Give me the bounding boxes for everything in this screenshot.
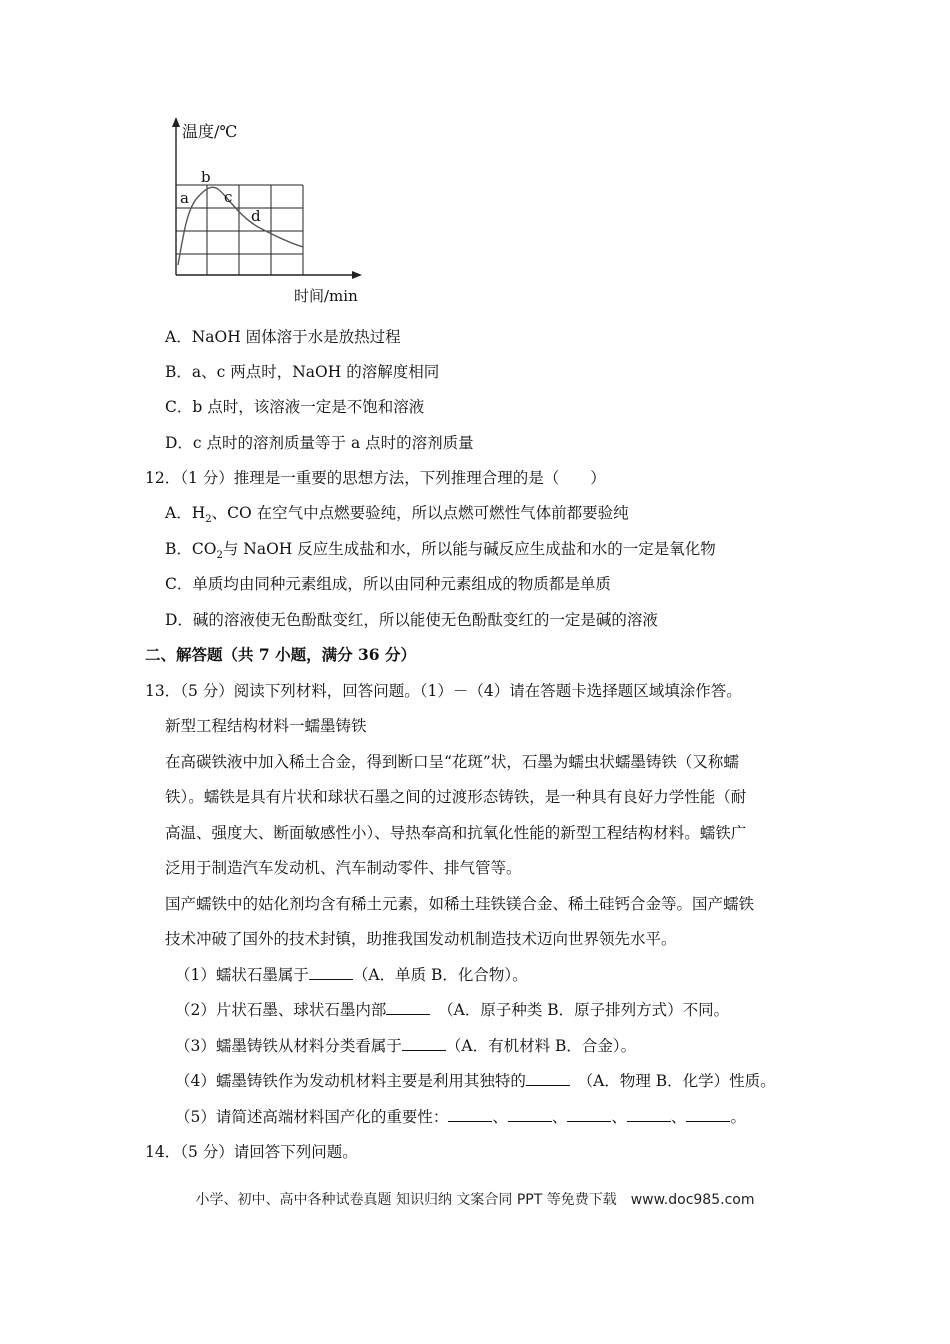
q13-stem: 13．（5 分）阅读下列材料，回答问题。（1）－（4）请在答题卡选择题区域填涂作答。 [145,682,742,700]
q13-sub2: （2）片状石墨、球状石墨内部 （A．原子种类 B．原子排列方式）不同。 [175,1001,730,1019]
x-axis-arrow [352,271,362,279]
answer-blank[interactable] [309,964,353,980]
q12-option-a: A．$H_2$、CO 在空气中点燃要验纯，所以点燃可燃性气体前都要验纯 [165,504,629,526]
y-axis-label: 温度/℃ [182,122,238,141]
q11-option-b: B．a、c 两点时，NaOH 的溶解度相同 [165,363,440,381]
q13-sub1: （1）蠕状石墨属于 （A．单质 B．化合物）。 [175,966,528,984]
page-footer: 小学、初中、高中各种试卷真题 知识归纳 文案合同 PPT 等免费下载 www.doc985.com [195,1192,755,1208]
answer-blank[interactable] [526,1070,570,1086]
q12-option-d: D．碱的溶液使无色酚酞变红，所以能使无色酚酞变红的一定是碱的溶液 [165,611,658,629]
point-label-d: d [251,207,261,225]
q13-para1-line1: 在高碳铁液中加入稀土合金，得到断口呈“花斑”状，石墨为蠕虫状蠕墨铸铁（又称蠕 [165,753,739,771]
q13-para1-line2: 铁）。蠕铁是具有片状和球状石墨之间的过渡形态铸铁，是一种具有良好力学性能（耐 [165,788,747,806]
temperature-time-graph [160,115,380,310]
section-heading: 二、解答题（共 7 小题，满分 36 分） [145,645,416,664]
q13-sub3: （3）蠕墨铸铁从材料分类看属于 （A．有机材料 B．合金）。 [175,1037,637,1055]
answer-blank[interactable] [402,1035,446,1051]
q14-stem: 14．（5 分）请回答下列问题。 [145,1143,358,1161]
point-label-b: b [201,168,211,186]
q11-option-d: D．c 点时的溶剂质量等于 a 点时的溶剂质量 [165,434,474,452]
answer-blank[interactable] [448,1106,492,1122]
q11-option-c: C．b 点时，该溶液一定是不饱和溶液 [165,398,425,416]
point-label-c: c [224,188,233,206]
q13-para1-line3: 高温、强度大、断面敏感性小）、导热奉高和抗氧化性能的新型工程结构材料。蠕铁广 [165,824,747,842]
point-label-a: a [180,189,189,207]
q13-para1-line4: 泛用于制造汽车发动机、汽车制动零件、排气管等。 [165,859,522,877]
q13-sub5: （5）请简述高端材料国产化的重要性： 、 、 、 、 。 [175,1108,746,1126]
q12-stem: 12．（1 分）推理是一重要的思想方法，下列推理合理的是（ ） [145,469,606,487]
grid [176,185,303,275]
q13-article-title: 新型工程结构材料一蠕墨铸铁 [165,717,367,735]
answer-blank[interactable] [386,999,430,1015]
answer-blank[interactable] [567,1106,611,1122]
q12-option-b: B．$CO_2$与 NaOH 反应生成盐和水，所以能与碱反应生成盐和水的一定是氧化物 [165,540,716,562]
answer-blank[interactable] [627,1106,671,1122]
q13-para2-line2: 技术冲破了国外的技术封镇，助推我国发动机制造技术迈向世界领先水平。 [165,930,677,948]
q12-option-c: C．单质均由同种元素组成，所以由同种元素组成的物质都是单质 [165,575,611,593]
q11-option-a: A．NaOH 固体溶于水是放热过程 [165,328,401,346]
temperature-curve [178,187,303,265]
answer-blank[interactable] [686,1106,730,1122]
q13-sub4: （4）蠕墨铸铁作为发动机材料主要是利用其独特的 （A．物理 B．化学）性质。 [175,1072,776,1090]
x-axis-label: 时间/min [294,287,358,305]
y-axis-arrow [172,117,180,127]
q13-para2-line1: 国产蠕铁中的姑化剂均含有稀土元素，如稀土珪铁镁合金、稀土硅钙合金等。国产蠕铁 [165,895,755,913]
answer-blank[interactable] [508,1106,552,1122]
